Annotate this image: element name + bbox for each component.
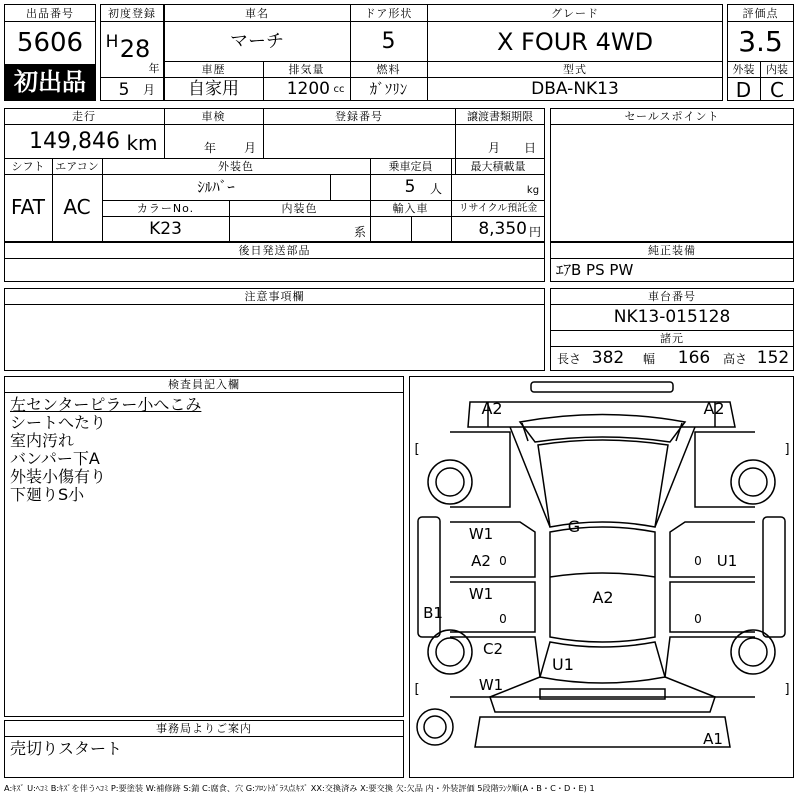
transfer-day-unit: 日 [523,141,536,155]
sales-points-label: セールスポイント [624,110,720,123]
width-value: 166 [677,348,711,368]
chassis-label: 車台番号 [648,290,696,303]
inspection-month-unit: 月 [243,141,256,155]
zero-mark: 0 [499,554,507,568]
grade-label: グレード [551,6,599,20]
office-note: 売切りスタート [10,739,123,758]
sales-points-box [550,108,794,242]
notes-label: 注意事項欄 [244,290,305,303]
fuel-value: ｶﾞｿﾘﾝ [369,80,408,98]
mileage-label: 走行 [72,110,96,123]
inspector-label: 検査員記入欄 [168,378,240,391]
inspection-label: 車検 [201,110,226,123]
shift-label: シフト [11,160,45,173]
mark-front-left: A2 [481,399,503,418]
mark-rear-quarter: C2 [482,639,504,658]
first-listing-badge: 初出品 [5,64,95,100]
year-unit: 年 [148,62,160,75]
car-name-label: 車名 [245,6,269,20]
transfer-deadline-label: 譲渡書類期限 [467,110,533,123]
shift-value: FAT [10,195,45,219]
inspector-note: 下廻りS小 [10,485,85,504]
yen-unit: 円 [528,225,541,239]
inspector-note: バンパー下A [10,449,100,468]
history-label: 車歴 [201,63,226,76]
exterior-color-value: ｼﾙﾊﾞｰ [197,178,235,196]
mileage-value: 149,846 [29,129,120,154]
inspection-year-unit: 年 [203,141,216,155]
exterior-label: 外装 [732,63,755,76]
mark-rear-left-door: W1 [468,584,494,603]
registration-number-label: 登録番号 [335,110,383,123]
zero-mark: 0 [499,612,507,626]
inspector-note: シートへたり [10,413,107,432]
capacity-label: 乗車定員 [388,160,433,173]
mark-left-sill: B1 [423,603,443,622]
length-label: 長さ [556,352,581,366]
model-value: DBA-NK13 [531,79,619,99]
lot-number-label: 出品番号 [26,6,74,20]
transfer-month-unit: 月 [487,141,500,155]
height-label: 高さ [722,352,747,366]
recycle-value: 8,350 [478,219,527,239]
bracket-left-rear: [ [414,681,420,697]
ac-value: AC [63,195,91,219]
inspector-note: 室内汚れ [10,431,75,450]
series-suffix: 系 [353,225,366,239]
height-value: 152 [756,348,790,368]
recycle-label: リサイクル預託金 [458,202,538,214]
door-count: 5 [381,29,396,54]
mark-front-left-door-top: W1 [468,524,494,543]
later-parts-label: 後日発送部品 [238,244,311,257]
mark-rear-bumper: A1 [703,729,723,748]
person-unit: 人 [429,182,442,196]
lot-number: 5606 [16,28,84,58]
mark-front-left-door: A2 [471,551,491,570]
kg-unit: kg [526,185,540,196]
interior-color-label: 内装色 [281,202,318,215]
max-load-label: 最大積載量 [470,160,526,173]
import-label: 輸入車 [392,202,429,215]
month-unit: 月 [142,83,155,97]
bracket-right-front: ] [784,441,790,457]
mark-rear-center: U1 [552,655,574,674]
exterior-grade: D [735,77,752,102]
mark-hood: G [567,517,581,536]
era-letter: H [105,31,119,52]
bracket-right-rear: ] [784,681,790,697]
displacement-label: 排気量 [288,63,325,76]
office-label: 事務局よりご案内 [156,722,252,735]
mileage-unit: km [126,131,158,155]
fuel-label: 燃料 [376,63,401,76]
inspector-note: 左センターピラー小へこみ [10,395,202,414]
width-label: 幅 [642,352,655,366]
capacity-value: 5 [404,177,416,197]
registration-month: 5 [118,79,130,100]
equipment-value: ｴｱB PS PW [556,261,634,279]
model-label: 型式 [563,63,587,76]
ac-label: エアコン [55,160,99,173]
displacement-value: 1200 [286,79,330,99]
length-value: 382 [591,348,625,368]
car-name: マーチ [230,31,284,52]
dims-label: 諸元 [660,332,684,345]
exterior-color-label: 外装色 [218,160,254,173]
car-damage-diagram [409,376,794,778]
mark-front-right: A2 [703,399,725,418]
displacement-unit: cc [333,84,345,95]
first-registration-label: 初度登録 [108,6,156,20]
interior-label: 内装 [766,63,788,76]
zero-mark: 0 [694,554,702,568]
mark-front-right-door: U1 [716,551,738,570]
interior-grade: C [770,77,784,102]
color-number-label: カラーNo. [136,202,195,215]
color-number-value: K23 [149,219,182,239]
registration-year: 28 [119,35,151,63]
score-value: 3.5 [738,25,783,58]
legend-text: A:ｷｽﾞ U:ﾍｺﾐ B:ｷｽﾞを伴うﾍｺﾐ P:要塗装 W:補修跡 S:錆 C:腐食、穴 G:ﾌﾛﾝﾄｶﾞﾗｽ点ｷｽﾞ XX:交換済み X:要交換 欠:欠品 内・外装評価 5段階ﾗﾝｸ順(A・B・C・D・E) 1 [4,783,595,794]
mark-roof: A2 [592,588,614,607]
chassis-number: NK13-015128 [613,307,731,327]
history-value: 自家用 [188,79,239,99]
door-type-label: ドア形状 [364,6,413,20]
grade-value: X FOUR 4WD [496,28,654,56]
inspector-notes [10,396,390,504]
mark-rear-left: W1 [478,675,504,694]
score-label: 評価点 [742,6,779,20]
inspector-note: 外装小傷有り [10,467,107,486]
equipment-label: 純正装備 [648,244,696,257]
bracket-left-front: [ [414,441,420,457]
zero-mark: 0 [694,612,702,626]
